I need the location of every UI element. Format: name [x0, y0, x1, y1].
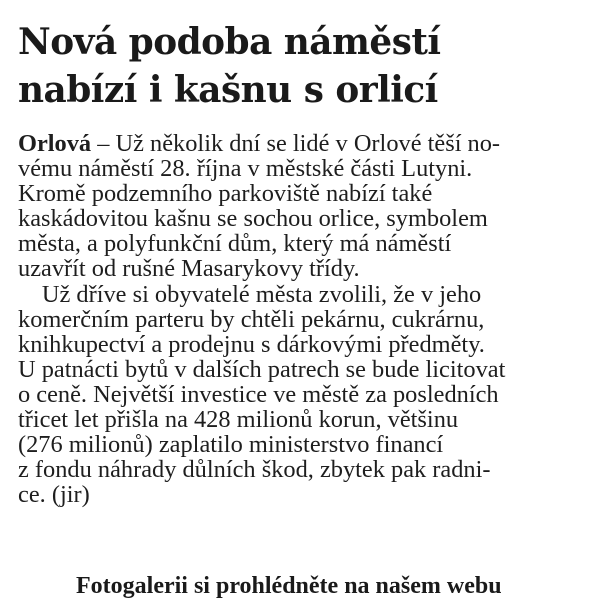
body-line-9: knihkupectví a prodejnu s dárkovými předměty.: [18, 330, 485, 358]
body-line-15: ce. (jir): [18, 481, 90, 509]
body-line-7: Už dříve si obyvatelé města zvolili, že v jeho: [41, 280, 482, 308]
photo-gallery-link[interactable]: Fotogalerii si prohlédněte na našem webu: [76, 573, 502, 599]
headline-line-2: nabízí i kašnu s orlicí: [18, 69, 438, 111]
body-line-13: (276 milionů) zaplatilo ministerstvo financí: [18, 431, 444, 459]
headline-line-1: Nová podoba náměstí: [18, 21, 441, 63]
body-line-4: kaskádovitou kašnu se sochou orlice, symbolem: [18, 205, 488, 233]
body-line-3: Kromě podzemního parkoviště nabízí také: [18, 180, 433, 208]
body-line-10: U patnácti bytů v dalších patrech se bude licitovat: [18, 355, 506, 383]
body-line-11: o ceně. Největší investice ve městě za posledních: [18, 380, 499, 408]
article-dateline: Orlová: [18, 130, 92, 157]
body-line-12: třicet let přišla na 428 milionů korun, většinu: [18, 406, 459, 434]
body-line-6: uzavřít od rušné Masarykovy třídy.: [18, 255, 360, 283]
body-line-2: vému náměstí 28. října v městské části Lutyni.: [18, 155, 473, 183]
body-line-14: z fondu náhrady důlních škod, zbytek pak radni-: [18, 456, 491, 484]
article-headline: [18, 18, 608, 114]
body-line-8: komerčním parteru by chtěli pekárnu, cukrárnu,: [18, 305, 485, 333]
body-line-1-text: – Už několik dní se lidé v Orlové těší no-: [91, 130, 501, 157]
article-body: [18, 131, 608, 507]
body-line-1: [18, 131, 605, 156]
body-line-5: města, a polyfunkční dům, který má náměstí: [18, 230, 452, 258]
